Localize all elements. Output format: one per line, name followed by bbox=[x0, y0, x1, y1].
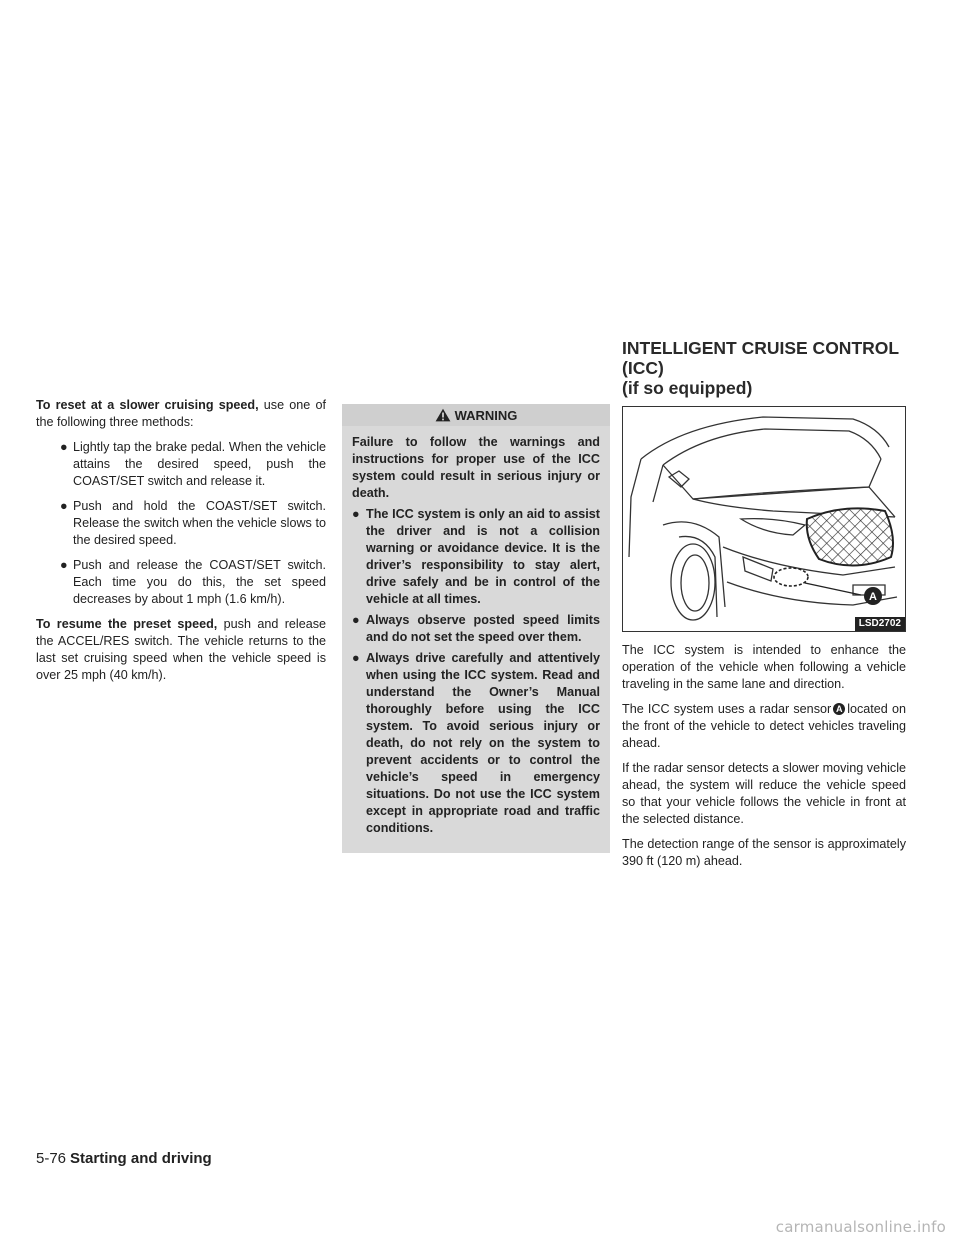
right-column bbox=[622, 406, 906, 878]
list-item bbox=[352, 506, 600, 608]
warning-box bbox=[342, 404, 610, 853]
vehicle-figure bbox=[622, 406, 906, 632]
warning-heading: WARNING bbox=[454, 407, 518, 423]
icc-paragraph-2-text-b: located on the front of the vehicle to detect vehicles traveling ahead. bbox=[622, 702, 906, 750]
warning-column bbox=[342, 404, 610, 853]
figure-label-a: A bbox=[869, 591, 877, 603]
bullet-icon: ● bbox=[60, 499, 68, 513]
page-footer bbox=[36, 1150, 212, 1167]
icc-paragraph-3: If the radar sensor detects a slower moving vehicle ahead, the system will reduce the vehicle speed so that your vehicle follows the vehicle in front at the selected distance. bbox=[622, 761, 906, 826]
list-item bbox=[36, 557, 326, 608]
list-item bbox=[36, 439, 326, 490]
vehicle-front-illustration bbox=[623, 407, 905, 631]
resume-lead: To resume the preset speed, bbox=[36, 617, 218, 631]
reset-lead: To reset at a slower cruising speed, bbox=[36, 398, 259, 412]
watermark: carmanualsonline.info bbox=[775, 1218, 946, 1236]
icc-paragraph-4: The detection range of the sensor is approximately 390 ft (120 m) ahead. bbox=[622, 837, 906, 868]
warning-triangle-icon bbox=[435, 408, 451, 422]
list-item-text: Lightly tap the brake pedal. When the vehicle attains the desired speed, push the COAST/SET switch and release it. bbox=[73, 440, 326, 488]
bullet-icon: ● bbox=[352, 651, 360, 665]
bullet-icon: ● bbox=[352, 507, 360, 521]
icc-paragraph-1: The ICC system is intended to enhance the operation of the vehicle when following a vehicle traveling in the same lane and direction. bbox=[622, 643, 906, 691]
icc-paragraph-2 bbox=[622, 701, 906, 752]
section-title-line1: INTELLIGENT CRUISE CONTROL (ICC) bbox=[622, 338, 899, 378]
list-item-text: Always observe posted speed limits and do not set the speed over them. bbox=[366, 613, 600, 644]
list-item-text: The ICC system is only an aid to assist the driver and is not a collision warning or avoidance device. It is the driver’s responsibility to stay alert, drive safely and be in control of the vehicle at all times. bbox=[366, 507, 600, 606]
warning-body bbox=[352, 434, 600, 837]
marker-a-icon: A bbox=[833, 703, 845, 715]
list-item-text: Push and hold the COAST/SET switch. Release the switch when the vehicle slows to the desired speed. bbox=[73, 499, 326, 547]
warning-header bbox=[342, 404, 610, 426]
bullet-icon: ● bbox=[60, 558, 68, 572]
bullet-icon: ● bbox=[60, 440, 68, 454]
list-item bbox=[36, 498, 326, 549]
icc-paragraph-2-text-a: The ICC system uses a radar sensor bbox=[622, 702, 832, 716]
list-item bbox=[352, 612, 600, 646]
section-title bbox=[622, 338, 942, 398]
list-item-text: Always drive carefully and attentively when using the ICC system. Read and understand the Owner’s Manual thoroughly before using the ICC system. To avoid serious injury or death, do not rely on the system to prevent accidents or to control the vehicle’s speed in emergency situations. Do not use the ICC system except in appropriate road and traffic conditions. bbox=[366, 651, 600, 835]
bullet-icon: ● bbox=[352, 613, 360, 627]
list-item bbox=[352, 650, 600, 837]
warning-intro: Failure to follow the warnings and instructions for proper use of the ICC system could result in serious injury or death. bbox=[352, 435, 600, 500]
resume-paragraph bbox=[36, 616, 326, 684]
reset-text: use one of the following three methods: bbox=[36, 398, 326, 429]
reset-paragraph bbox=[36, 397, 326, 431]
resume-text: push and release the ACCEL/RES switch. The vehicle returns to the last set cruising speed when the vehicle speed is over 25 mph (40 km/h). bbox=[36, 617, 327, 682]
footer-section: Starting and driving bbox=[70, 1150, 212, 1167]
left-column bbox=[36, 397, 326, 692]
figure-code: LSD2702 bbox=[855, 617, 905, 631]
section-title-line2: (if so equipped) bbox=[622, 378, 753, 398]
page-number: 5-76 bbox=[36, 1150, 67, 1167]
list-item-text: Push and release the COAST/SET switch. Each time you do this, the set speed decreases by about 1 mph (1.6 km/h). bbox=[73, 558, 326, 606]
